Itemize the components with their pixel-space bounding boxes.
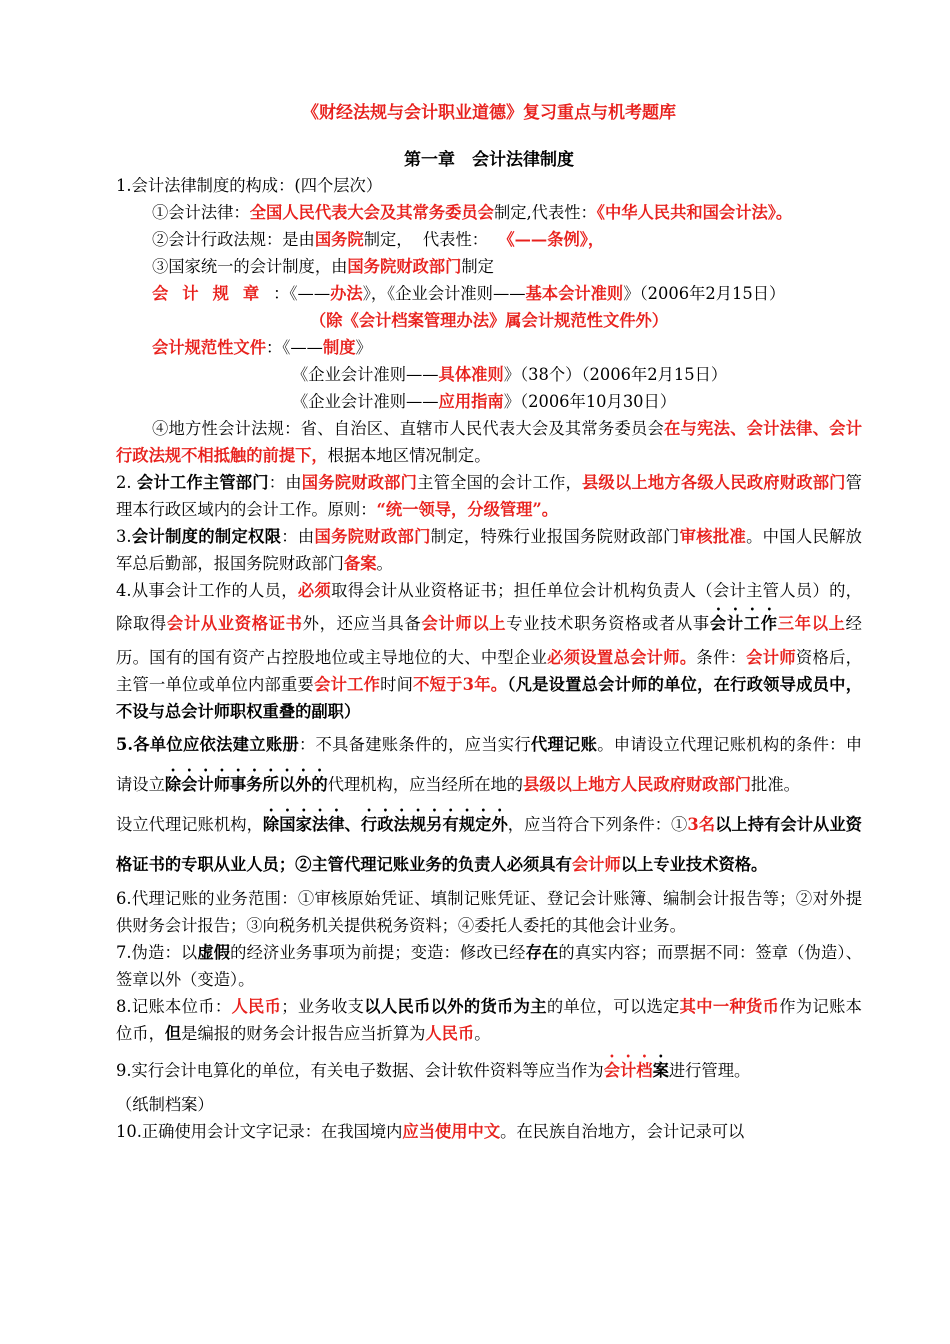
text: 3. bbox=[116, 527, 132, 546]
document-page bbox=[116, 100, 862, 1145]
text: 10.正确使用会计文字记录：在我国境内 bbox=[116, 1122, 403, 1141]
text: 条件： bbox=[696, 648, 747, 667]
bold-text: 会计工作主管部门 bbox=[136, 473, 269, 492]
text: 《企业会计准则—— bbox=[292, 392, 439, 411]
text: 。在民族自治地方，会计记录可以 bbox=[500, 1122, 745, 1141]
text: 。申请设立代理记账机构的条件：申请设立 bbox=[116, 735, 862, 794]
highlight: 会计师 bbox=[746, 648, 796, 667]
text: 的单位，可以选定 bbox=[546, 997, 680, 1016]
highlight: 国务院 bbox=[314, 230, 364, 249]
text: 》（38个）（2006年2月15日） bbox=[503, 365, 728, 384]
highlight: 国务院财政部门 bbox=[314, 527, 431, 546]
text: 2. bbox=[116, 473, 137, 492]
text: 的真实内容；而票据不同：签章（伪造）、签章以外（变造）。 bbox=[116, 943, 862, 989]
paragraph-unified-system bbox=[116, 253, 862, 280]
bold-text: 以人民币以外的货币为主 bbox=[364, 997, 547, 1016]
highlight: 国务院财政部门 bbox=[347, 257, 462, 276]
emphasis-text: 除国家法律、行政法规另有规定外 bbox=[262, 815, 508, 834]
paragraph-5 bbox=[116, 725, 862, 805]
text: 主管全国的会计工作， bbox=[417, 473, 582, 492]
paragraph-9-note: （纸制档案） bbox=[116, 1095, 214, 1114]
bold-text: 会计制度的制定权限 bbox=[131, 527, 282, 546]
paragraph-admin-regulations bbox=[116, 226, 862, 253]
text: ③国家统一的会计制度，由 bbox=[152, 257, 348, 276]
text: ④地方性会计法规：省、自治区、直辖市人民代表大会及其常务委员会 bbox=[152, 419, 665, 438]
paragraph-1: 1.会计法律制度的构成：(四个层次） bbox=[116, 176, 383, 195]
highlight: 审核批准 bbox=[679, 527, 747, 546]
highlight: “统一领导，分级管理”。 bbox=[376, 500, 559, 519]
highlight: 会计师以上 bbox=[421, 614, 507, 633]
bold-text: 虚假 bbox=[197, 943, 231, 962]
bold-text: 但 bbox=[164, 1024, 182, 1043]
text: 资格后，主管一单位或单位内部重要 bbox=[116, 648, 862, 694]
highlight: 其中一种货币 bbox=[679, 997, 780, 1016]
text: 外，还应当具备 bbox=[302, 614, 422, 633]
highlight: 3名 bbox=[687, 815, 716, 834]
highlight: 人民币 bbox=[231, 997, 282, 1016]
bold-text: 以上专业技术资格。 bbox=[620, 855, 768, 874]
bold-text: 5.各单位应依法建立账册 bbox=[116, 735, 299, 754]
text: 制定，特殊行业报国务院财政部门 bbox=[430, 527, 680, 546]
text: 是编报的财务会计报告应当折算为 bbox=[181, 1024, 426, 1043]
text: 根据本地区情况制定。 bbox=[327, 446, 491, 465]
text: 7.伪造：以 bbox=[116, 943, 198, 962]
paragraph-specific-standards bbox=[116, 361, 862, 388]
text: ②会计行政法规：是由 bbox=[152, 230, 315, 249]
highlight: 会计师 bbox=[571, 855, 621, 874]
text: 8.记账本位币： bbox=[116, 997, 232, 1016]
highlight: 国务院财政部门 bbox=[301, 473, 418, 492]
paragraph-normative-documents bbox=[116, 334, 862, 361]
paragraph-10 bbox=[116, 1118, 862, 1145]
paragraph-8 bbox=[116, 993, 862, 1047]
paragraph-2 bbox=[116, 469, 862, 523]
paragraph-6: 6.代理记账的业务范围：①审核原始凭证、填制记账凭证、登记会计账簿、编制会计报告等；②对外提供财务会计报告；③向税务机关提供税务资料；④委托人委托的其他会计业务。 bbox=[116, 889, 862, 935]
text: ：由 bbox=[268, 473, 302, 492]
text: 制定 bbox=[461, 257, 494, 276]
highlight: 必须 bbox=[297, 581, 332, 600]
emphasis-text: 除会计师事务所以外的 bbox=[164, 775, 328, 794]
text: 4.从事会计工作的人员， bbox=[116, 581, 298, 600]
text: 作为记账本位币， bbox=[116, 997, 862, 1043]
chapter-heading: 第一章 会计法律制度 bbox=[404, 150, 574, 170]
text: 的经济业务事项为前提；变造：修改已经 bbox=[230, 943, 526, 962]
highlight: 备案 bbox=[343, 554, 377, 573]
highlight: 基本会计准则 bbox=[525, 284, 624, 303]
highlight: 县级以上地方人民政府财政部门 bbox=[523, 775, 752, 794]
paragraph-local-regulations bbox=[116, 415, 862, 469]
highlight: 会计规章 bbox=[152, 284, 274, 303]
text: 》（2006年2月15日） bbox=[623, 284, 786, 303]
text: ：不具备建账条件的，应当实行 bbox=[298, 735, 531, 754]
text: 。中国人民解放军总后勤部，报国务院财政部门 bbox=[116, 527, 862, 573]
highlight: 《——条例》， bbox=[498, 230, 605, 249]
paragraph-exception-note: （除《会计档案管理办法》属会计规范性文件外） bbox=[309, 311, 669, 330]
highlight: 会计从业资格证书 bbox=[166, 614, 303, 633]
highlight: 全国人民代表大会及其常务委员会 bbox=[249, 203, 494, 222]
bold-text: 存在 bbox=[525, 943, 559, 962]
paragraph-3 bbox=[116, 523, 862, 577]
text: 经历。国有的国有资产占控股地位或主导地位的大、中型企业 bbox=[116, 614, 862, 667]
text: 》，《企业会计准则—— bbox=[362, 284, 526, 303]
highlight: 应用指南 bbox=[438, 392, 504, 411]
text: ：《—— bbox=[265, 338, 323, 357]
paragraph-regulations bbox=[116, 280, 862, 307]
text: 专业技术职务资格或者从事 bbox=[506, 614, 710, 633]
highlight: 必须设置总会计师。 bbox=[547, 648, 697, 667]
highlight: 应当使用中文 bbox=[402, 1122, 501, 1141]
text: 。 bbox=[474, 1024, 491, 1043]
text: 9.实行会计电算化的单位，有关电子数据、会计软件资料等应当作为 bbox=[116, 1061, 604, 1080]
highlight: 会计工作 bbox=[314, 675, 381, 694]
text: 制定,代表性： bbox=[493, 203, 597, 222]
text: 》 bbox=[355, 338, 372, 357]
highlight: 在与宪法、会计法律、会计行政法规不相抵触的前提下， bbox=[116, 419, 862, 465]
text: 代理机构，应当经所在地的 bbox=[327, 775, 524, 794]
text: 。 bbox=[376, 554, 393, 573]
text: 管理本行政区域内的会计工作。原则： bbox=[116, 473, 862, 519]
highlight: 具体准则 bbox=[438, 365, 504, 384]
highlight: 县级以上地方各级人民政府财政部门 bbox=[581, 473, 846, 492]
text: 设立代理记账机构， bbox=[116, 815, 263, 834]
paragraph-4 bbox=[116, 577, 862, 725]
text: 《企业会计准则—— bbox=[292, 365, 439, 384]
text: 进行管理。 bbox=[668, 1061, 751, 1080]
highlight: 人民币 bbox=[425, 1024, 475, 1043]
bold-text: （凡是设置总会计师的单位，在行政领导成员中，不设与总会计师职权重叠的副职） bbox=[116, 675, 862, 721]
text: ：《—— bbox=[273, 284, 331, 303]
highlight: 《中华人民共和国会计法》。 bbox=[596, 203, 793, 222]
text: ，应当符合下列条件：① bbox=[507, 815, 688, 834]
highlight: 制度 bbox=[322, 338, 356, 357]
highlight: 办法 bbox=[330, 284, 363, 303]
paragraph-application-guide bbox=[116, 388, 862, 415]
paragraph-9 bbox=[116, 1051, 862, 1091]
text: 批准。 bbox=[751, 775, 800, 794]
paragraph-accounting-law bbox=[116, 199, 862, 226]
paragraph-5-conditions bbox=[116, 805, 862, 885]
emphasis-text: 会计工作 bbox=[709, 614, 778, 633]
text: 取得会计从业资格证书；担任单位会计机构负责人（会计主管人员）的，除取得 bbox=[116, 581, 862, 633]
highlight: 会计规范性文件 bbox=[152, 338, 266, 357]
highlight: 三年以上 bbox=[777, 614, 846, 633]
text: 时间 bbox=[380, 675, 414, 694]
highlight: 不短于3年。 bbox=[413, 675, 508, 694]
text: ；业务收支 bbox=[281, 997, 365, 1016]
emphasis-text: 案 bbox=[652, 1061, 669, 1080]
highlight: 会计档 bbox=[603, 1061, 653, 1080]
bold-text: 代理记账 bbox=[530, 735, 598, 754]
paragraph-7 bbox=[116, 939, 862, 993]
text: 》（2006年10月30日） bbox=[503, 392, 677, 411]
bold-text: 以上持有会计从业资格证书的专职从业人员；②主管代理记账业务的负责人必须具有 bbox=[116, 815, 862, 874]
text: ：由 bbox=[281, 527, 315, 546]
document-title: 《财经法规与会计职业道德》复习重点与机考题库 bbox=[302, 103, 676, 123]
text: 制定， 代表性： bbox=[363, 230, 499, 249]
text: ①会计法律： bbox=[152, 203, 250, 222]
